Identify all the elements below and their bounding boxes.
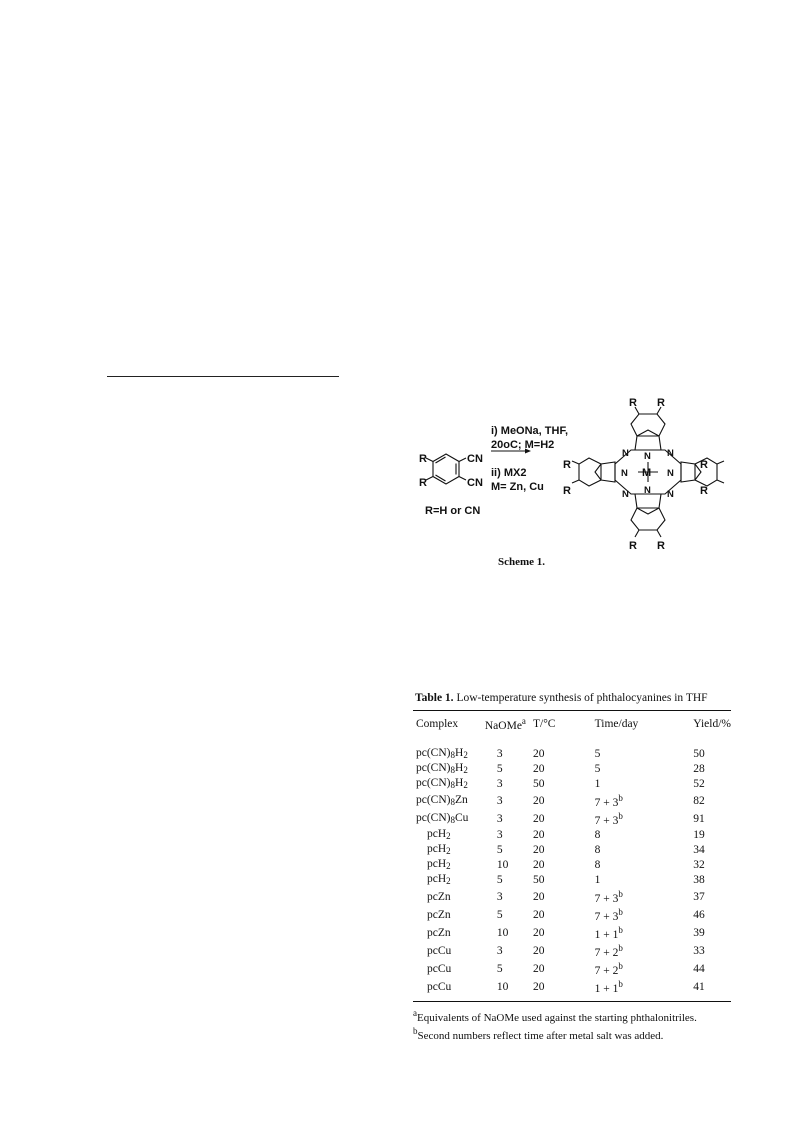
product-r-label-3: R: [629, 540, 637, 552]
cell-complex: [413, 858, 485, 873]
reactant-benzene-ring: [433, 454, 459, 484]
complex-metal: H: [455, 747, 464, 759]
cell-time: [557, 843, 656, 858]
cell-yield: 19: [693, 829, 705, 841]
cell-time: [557, 978, 656, 1001]
table-row: [413, 843, 731, 858]
cell-temperature: 20: [532, 829, 545, 841]
header-yield: Yield/%: [693, 718, 731, 730]
table-row: [413, 810, 731, 828]
complex-base: pcCu: [427, 962, 452, 975]
product-r-label-7: R: [700, 459, 708, 471]
cell-complex: [413, 747, 485, 762]
cell-yield: 38: [693, 874, 705, 886]
cell-temperature: 20: [532, 944, 545, 957]
cell-time: [557, 873, 656, 888]
cell-time: [557, 810, 656, 828]
complex-subscript: 2: [446, 846, 451, 856]
cell-time: [557, 828, 656, 843]
table-bottom-rule: [413, 1001, 731, 1002]
cell-temperature: 20: [532, 980, 545, 993]
header-temperature: T/°C: [532, 718, 556, 730]
cell-time: [557, 858, 656, 873]
cell-temperature: 20: [532, 812, 545, 825]
time-footnote-mark: b: [618, 961, 623, 971]
time-value: 7 + 3: [594, 797, 619, 809]
table-caption: [415, 692, 731, 704]
cell-yield: 44: [693, 962, 705, 975]
footnote-b-text: Second numbers reflect time after metal salt was added.: [417, 1030, 664, 1042]
condition-line-4: M= Zn, Cu: [491, 481, 544, 493]
cell-temperature: 20: [532, 859, 545, 871]
product-r-label-6: R: [563, 485, 571, 497]
cell-complex: [413, 942, 485, 960]
condition-line-3: ii) MX2: [491, 467, 527, 479]
time-value: 5: [594, 763, 601, 775]
complex-base: pcH: [427, 843, 447, 855]
cell-time: [557, 906, 656, 924]
reactant-r-label-2: R: [419, 477, 427, 489]
cell-time: [557, 888, 656, 906]
complex-base: pcH: [427, 873, 447, 885]
time-value: 8: [594, 859, 601, 871]
cell-temperature: 20: [532, 962, 545, 975]
time-value: 7 + 3: [594, 893, 619, 905]
complex-metal: H: [455, 777, 464, 789]
complex-base: pcCu: [427, 980, 452, 993]
header-complex: Complex: [416, 718, 459, 730]
complex-metal: H: [455, 762, 464, 774]
cell-time: [557, 942, 656, 960]
cell-naome: 10: [496, 926, 509, 939]
complex-metal: Zn: [455, 793, 468, 806]
time-value: 1 + 1: [594, 929, 619, 941]
cell-complex: [413, 792, 485, 810]
product-metal-label: M: [642, 467, 652, 479]
product-n-label-5: N: [644, 451, 651, 462]
complex-subscript: 2: [446, 876, 451, 886]
complex-base: pc(CN): [416, 811, 451, 824]
table-footnotes: [413, 1007, 731, 1043]
cell-yield: 39: [693, 926, 705, 939]
table-row: [413, 942, 731, 960]
condition-line-1: i) MeONa, THF,: [491, 425, 569, 437]
complex-subscript: 2: [446, 861, 451, 871]
table-row: [413, 924, 731, 942]
cell-time: [557, 960, 656, 978]
table-row: [413, 858, 731, 873]
complex-base: pcZn: [427, 890, 451, 903]
time-footnote-mark: b: [618, 925, 623, 935]
header-naome-text: NaOMe: [484, 720, 522, 732]
time-value: 1: [594, 778, 601, 790]
cell-complex: [413, 888, 485, 906]
time-footnote-mark: b: [618, 811, 623, 821]
header-naome: [485, 711, 533, 747]
cell-yield: 52: [693, 778, 705, 790]
cell-yield: 82: [693, 794, 705, 807]
cell-temperature: 50: [532, 778, 545, 790]
header-time: Time/day: [594, 718, 639, 730]
table-body: [413, 747, 731, 1001]
footnote-a-mark: a: [413, 1008, 417, 1018]
cell-naome: 5: [496, 874, 503, 886]
table-row: [413, 888, 731, 906]
cell-naome: 3: [496, 890, 503, 903]
product-r-label-2: R: [657, 397, 665, 409]
table-row: [413, 828, 731, 843]
complex-subscript: 2: [446, 831, 451, 841]
time-value: 8: [594, 844, 601, 856]
product-r-label-8: R: [700, 485, 708, 497]
reaction-scheme: [413, 396, 713, 556]
table-row: [413, 777, 731, 792]
product-r-label-5: R: [563, 459, 571, 471]
cell-yield: 37: [693, 890, 705, 903]
table-row: [413, 792, 731, 810]
cell-yield: 91: [693, 812, 705, 825]
time-value: 7 + 3: [594, 815, 619, 827]
reactant-r-label-1: R: [419, 453, 427, 465]
complex-base: pcZn: [427, 926, 451, 939]
complex-subscript: 8: [450, 814, 455, 825]
cell-naome: 3: [496, 812, 503, 825]
time-footnote-mark: b: [618, 907, 623, 917]
cell-complex: [413, 873, 485, 888]
cell-naome: 3: [496, 944, 503, 957]
yield-table: [413, 711, 731, 1001]
cell-time: [557, 924, 656, 942]
cell-complex: [413, 906, 485, 924]
product-n-label-1: N: [622, 448, 629, 459]
condition-line-2: 20oC; M=H2: [491, 439, 555, 451]
cell-yield: 46: [693, 908, 705, 921]
cell-temperature: 20: [532, 926, 545, 939]
time-value: 7 + 3: [594, 911, 619, 923]
reactant-cn-label-2: CN: [467, 477, 483, 489]
complex-base: pc(CN): [416, 762, 451, 774]
cell-complex: [413, 924, 485, 942]
table-row: [413, 906, 731, 924]
cell-yield: 28: [693, 763, 705, 775]
cell-yield: 32: [693, 859, 705, 871]
cell-complex: [413, 810, 485, 828]
reactant-substituent-note: R=H or CN: [425, 505, 481, 517]
cell-naome: 3: [496, 778, 503, 790]
cell-complex: [413, 978, 485, 1001]
table-row: [413, 873, 731, 888]
product-r-label-4: R: [657, 540, 665, 552]
time-value: 7 + 2: [594, 947, 619, 959]
time-value: 8: [594, 829, 601, 841]
complex-subscript: 2: [463, 750, 468, 760]
time-value: 7 + 2: [594, 965, 619, 977]
cell-time: [557, 747, 656, 762]
product-n-label-7: N: [621, 468, 628, 479]
cell-time: [557, 777, 656, 792]
cell-naome: 3: [496, 794, 503, 807]
cell-naome: 10: [496, 980, 509, 993]
time-footnote-mark: b: [618, 889, 623, 899]
table-row: [413, 747, 731, 762]
footnote-b: [413, 1025, 731, 1043]
time-value: 5: [594, 748, 601, 760]
table-caption-number: Table 1.: [415, 692, 454, 704]
product-n-label-6: N: [644, 485, 651, 496]
time-footnote-mark: b: [618, 979, 623, 989]
cell-naome: 3: [496, 829, 503, 841]
cell-complex: [413, 777, 485, 792]
product-n-label-2: N: [667, 448, 674, 459]
time-footnote-mark: b: [618, 943, 623, 953]
product-n-label-3: N: [622, 489, 629, 500]
complex-metal: Cu: [455, 811, 469, 824]
cell-yield: 34: [693, 844, 705, 856]
product-r-label-1: R: [629, 397, 637, 409]
cell-time: [557, 762, 656, 777]
cell-complex: [413, 960, 485, 978]
reactant-cn-label-1: CN: [467, 453, 483, 465]
cell-temperature: 20: [532, 763, 545, 775]
cell-temperature: 20: [532, 794, 545, 807]
table-row: [413, 960, 731, 978]
footnote-b-mark: b: [413, 1026, 418, 1036]
time-value: 1: [594, 874, 601, 886]
cell-naome: 5: [496, 962, 503, 975]
complex-subscript: 2: [463, 765, 468, 775]
header-naome-footnote-mark: a: [521, 716, 526, 726]
footnote-a: [413, 1007, 731, 1025]
cell-time: [557, 792, 656, 810]
footnote-a-text: Equivalents of NaOMe used against the starting phthalonitriles.: [417, 1012, 697, 1024]
table-header-row: [413, 711, 731, 747]
cell-yield: 33: [693, 944, 705, 957]
cell-naome: 5: [496, 908, 503, 921]
complex-subscript: 8: [450, 765, 455, 775]
table-caption-text: Low-temperature synthesis of phthalocyanines in THF: [456, 692, 708, 704]
complex-base: pc(CN): [416, 793, 451, 806]
table-row: [413, 762, 731, 777]
cell-complex: [413, 843, 485, 858]
time-footnote-mark: b: [618, 793, 623, 803]
cell-naome: 10: [496, 859, 509, 871]
complex-subscript: 2: [463, 780, 468, 790]
cell-temperature: 50: [532, 874, 545, 886]
complex-base: pc(CN): [416, 747, 451, 759]
cell-temperature: 20: [532, 748, 545, 760]
complex-base: pcZn: [427, 908, 451, 921]
complex-base: pc(CN): [416, 777, 451, 789]
table-block: [413, 692, 731, 1043]
cell-complex: [413, 828, 485, 843]
complex-base: pcH: [427, 858, 447, 870]
cell-yield: 41: [693, 980, 705, 993]
table-row: [413, 978, 731, 1001]
cell-temperature: 20: [532, 908, 545, 921]
complex-subscript: 8: [450, 750, 455, 760]
cell-naome: 5: [496, 763, 503, 775]
complex-base: pcH: [427, 828, 447, 840]
cell-complex: [413, 762, 485, 777]
cell-naome: 5: [496, 844, 503, 856]
cell-temperature: 20: [532, 890, 545, 903]
complex-base: pcCu: [427, 944, 452, 957]
reaction-scheme-drawing: [413, 396, 713, 556]
scheme-caption: Scheme 1.: [498, 556, 546, 568]
product-n-label-4: N: [667, 489, 674, 500]
cell-temperature: 20: [532, 844, 545, 856]
cell-yield: 50: [693, 748, 705, 760]
complex-subscript: 8: [450, 796, 455, 807]
cell-naome: 3: [496, 748, 503, 760]
complex-subscript: 8: [450, 780, 455, 790]
section-divider: [107, 376, 339, 377]
time-value: 1 + 1: [594, 983, 619, 995]
product-n-label-8: N: [667, 468, 674, 479]
